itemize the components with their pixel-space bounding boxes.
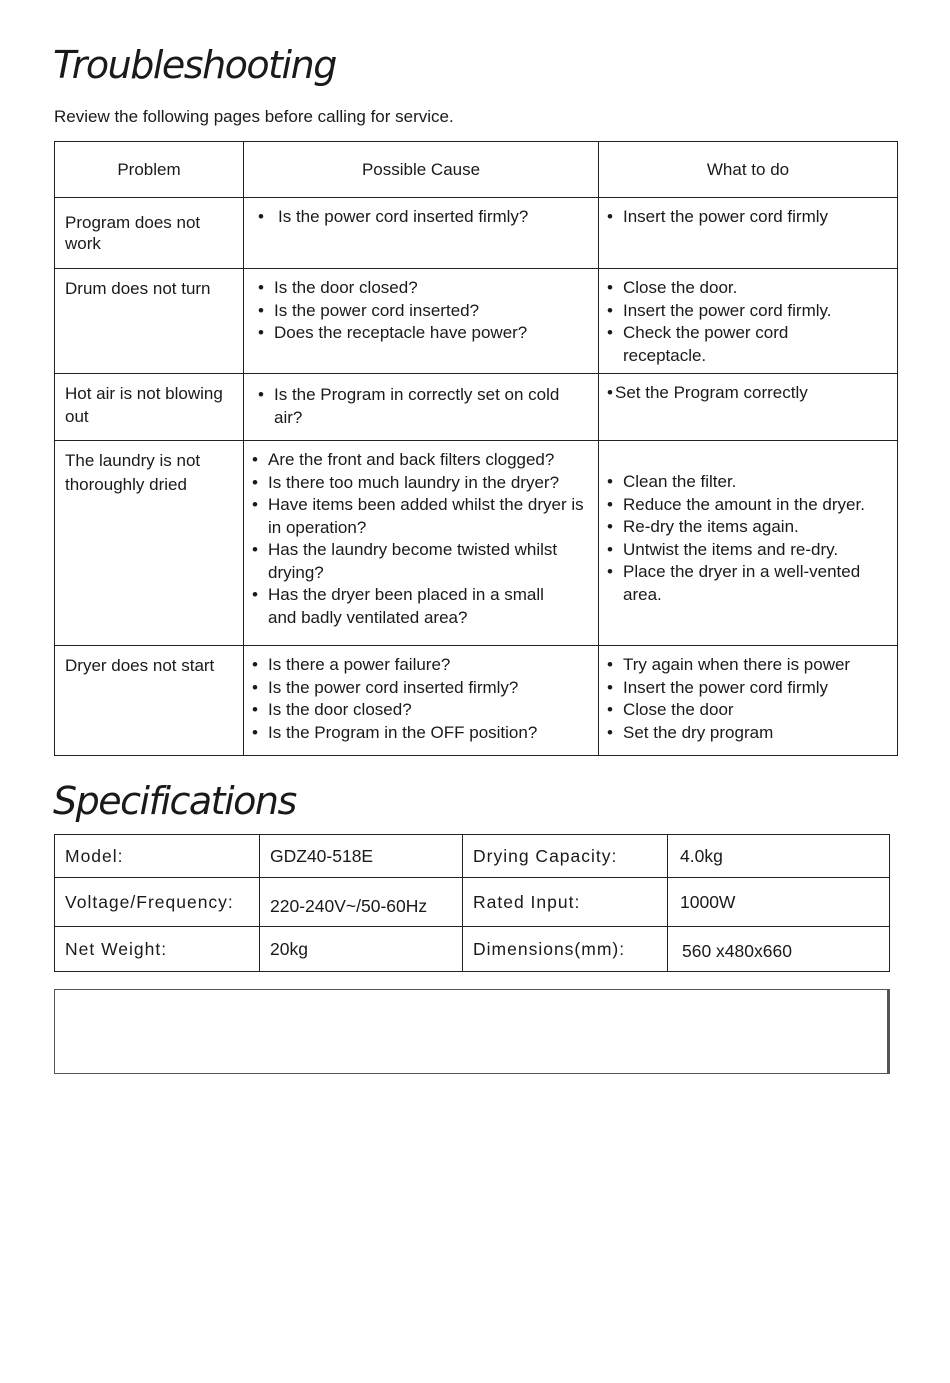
todo-item: • Place the dryer in a well-vented area. (603, 561, 893, 606)
cause-list (254, 206, 594, 229)
cause-item: • Does the receptacle have power? (254, 322, 594, 345)
todo-item: • Set the Program correctly (603, 382, 893, 405)
dimensions-label: Dimensions(mm): (463, 927, 668, 972)
spec-row (55, 835, 890, 878)
cause-item: • Is the power cord inserted firmly? (248, 677, 594, 700)
todo-item: • Untwist the items and re-dry. (603, 539, 893, 562)
intro-text: Review the following pages before calling for service. (54, 107, 454, 126)
voltage-label: Voltage/Frequency: (55, 878, 260, 927)
table-row (55, 441, 898, 646)
problem-cell: Drum does not turn (65, 279, 211, 298)
spec-row (55, 927, 890, 972)
table-row (55, 646, 898, 756)
model-value: GDZ40-518E (260, 835, 463, 878)
cause-list (254, 384, 594, 429)
troubleshooting-title: Troubleshooting (53, 43, 336, 87)
table-row (55, 374, 898, 441)
drying-capacity-value: 4.0kg (668, 835, 890, 878)
specifications-title: Specifications (53, 779, 296, 823)
todo-item: • Clean the filter. (603, 471, 893, 494)
cause-item: • Are the front and back filters clogged? (248, 449, 594, 472)
header-row (55, 142, 898, 198)
cause-list (248, 654, 594, 744)
todo-item: • Insert the power cord firmly (603, 677, 893, 700)
cause-item: • Is the Program in correctly set on cold air? (254, 384, 594, 429)
todo-list (603, 277, 893, 367)
cause-item: • Is the power cord inserted firmly? (254, 206, 594, 229)
header-possible-cause: Possible Cause (244, 142, 599, 198)
model-label: Model: (55, 835, 260, 878)
troubleshooting-table (54, 141, 898, 756)
cause-item: • Has the laundry become twisted whilst drying? (248, 539, 594, 584)
table-row (55, 269, 898, 374)
todo-list (603, 471, 893, 606)
todo-item: • Set the dry program (603, 722, 893, 745)
rated-input-value: 1000W (668, 878, 890, 927)
todo-list (603, 382, 893, 405)
todo-item: • Insert the power cord firmly. (603, 300, 893, 323)
rated-input-label: Rated Input: (463, 878, 668, 927)
spec-row (55, 878, 890, 927)
dimensions-value: 560 x480x660 (668, 927, 890, 972)
problem-cell: Dryer does not start (65, 656, 215, 675)
table-row (55, 198, 898, 269)
todo-item: • Insert the power cord firmly (603, 206, 893, 229)
voltage-value: 220-240V~/50-60Hz (260, 878, 463, 927)
cause-list (254, 277, 594, 345)
cause-item: • Has the dryer been placed in a small and badly ventilated area? (248, 584, 594, 629)
cause-list (248, 449, 594, 629)
specifications-table (54, 834, 890, 972)
header-what-to-do: What to do (599, 142, 898, 198)
problem-cell: Program does not work (65, 213, 201, 253)
todo-item: • Try again when there is power (603, 654, 893, 677)
cause-item: • Is the Program in the OFF position? (248, 722, 594, 745)
problem-cell: The laundry is not thoroughly dried (65, 451, 201, 494)
cause-item: • Is the power cord inserted? (254, 300, 594, 323)
cause-item: • Is there a power failure? (248, 654, 594, 677)
todo-list (603, 654, 893, 744)
net-weight-value: 20kg (260, 927, 463, 972)
todo-item: • Close the door (603, 699, 893, 722)
todo-list (603, 206, 893, 229)
todo-item: • Check the power cord receptacle. (603, 322, 893, 367)
todo-item: • Re-dry the items again. (603, 516, 893, 539)
problem-cell: Hot air is not blowing out (65, 384, 223, 426)
cause-item: • Is the door closed? (248, 699, 594, 722)
cause-item: • Is the door closed? (254, 277, 594, 300)
empty-note-box (54, 989, 890, 1074)
cause-item: • Have items been added whilst the dryer is in operation? (248, 494, 594, 539)
drying-capacity-label: Drying Capacity: (463, 835, 668, 878)
cause-item: • Is there too much laundry in the dryer? (248, 472, 594, 495)
header-problem: Problem (55, 142, 244, 198)
todo-item: • Reduce the amount in the dryer. (603, 494, 893, 517)
todo-item: • Close the door. (603, 277, 893, 300)
net-weight-label: Net Weight: (55, 927, 260, 972)
